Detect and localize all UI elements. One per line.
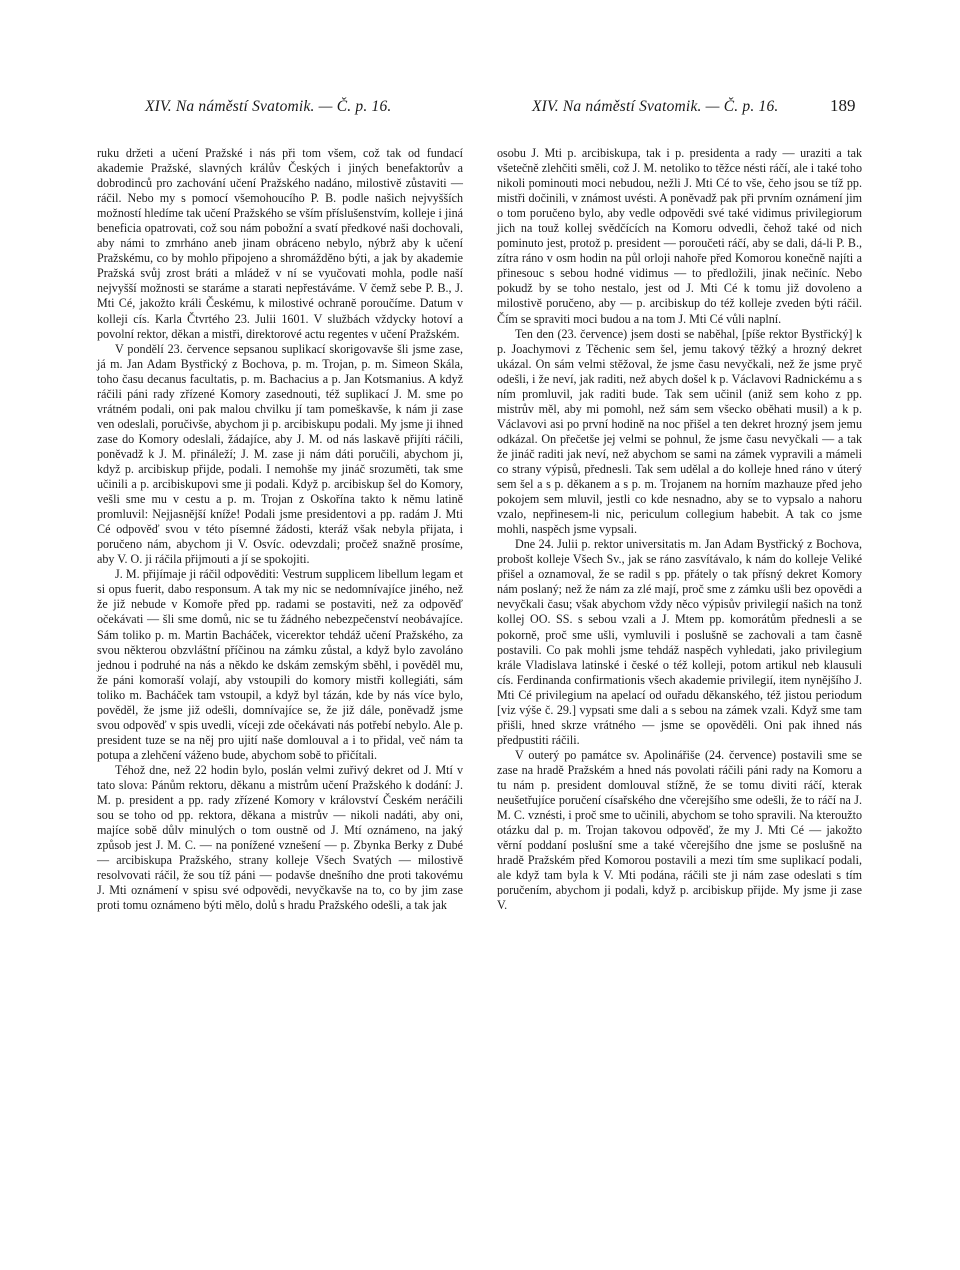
- paragraph: ruku držeti a učení Pražské i nás při tom všem, což tak od fundací akademie Pražské, slavných králův Českých i jiných benefaktorův a dobrodinců pro zachování učení Pražského nadáno, milostivě zůstaviti — ráčil. Nebo my s pomocí všemohoucího P. B. podle našich nejvyšších možností hledíme tak učení Pražského se vším příslušenstvím, kolleje i jiná beneficia opatrovati, což sou nám pobožní a svatí předkové naši dochovali, aby námi to zmrháno aneb jinam obráceno nebylo, nýbrž aby k učení Pražskému, co by mohlo připojeno a shromážděno býti, a jak by akademie Pražská svůj zrost bráti a mládež v ní se vyučovati mohla, podle naší nejvyšší možnosti se staráme a starati nepřestáváme. V čemž sebe P. B., J. Mti Cé, jakožto králi Českému, k milostivé ochraně poroučíme. Datum v kolleji cís. Karla Čtvrtého 23. Julii 1601. V službách vždycky hotoví a povolní rektor, děkan a mistři, direktorové actu regentes v učení Pražském.: [97, 146, 463, 341]
- paragraph: Dne 24. Julii p. rektor universitatis m. Jan Adam Bystřický z Bochova, probošt kolleje Všech Sv., jak se ráno zasvítávalo, k nám do kolleje Veliké přišel a oznamoval, že se radil s pp. přátely o tak přísný dekret Komory nám poslaný; než že nám za zlé mají, proč sme z zámku ušli bez opovědi a nevyčkali času; však abychom vždy něco výpisův privilegií našich na tonž kollej OO. SS. s sebou vzali a J. Mtem pp. komorátům přednesli a se pokorně, proč sme ušli, vymluvili i poslušně se zachovali a tam časně postavili. Co pak mohli jsme tehdáž naspěch vyhledati, jako privilegium krále Vladislava latinské i české o též kolleji, potom artikul neb klausuli cís. Ferdinanda confirmationis všech akademie privilegií, item nynějšího J. Mti Cé privilegium na apelací od ouřadu děkanského, též jistou periodum [viz výše č. 29.] vypsati sme dali a s sebou na zámek vzali. Když sme tam přišli, hned skrze vrátného — jsme se opověděli. Oni pak ihned nás předpustiti ráčili.: [497, 537, 862, 747]
- paragraph: J. M. přijímaje ji ráčil odpověditi: Vestrum supplicem libellum legam et si opus fuerit, dabo responsum. A tak my nic se nedomnívajíce jiného, než že již nebude v Komoře před pp. radami se postaviti, než za odpověď očekávati — šli sme domů, nic se tu žádného nebezpečenství neobávajíce. Sám toliko p. m. Martin Bacháček, vicerektor tehdáž učení Pražského, za svou některou obzvláštní příčinou na zámku zůstal, a když bylo zavoláno jednou i podruhé na nás a někdo ke dskám zemským sběhl, i pověděl mu, že páni komoraší volají, aby vstoupili do komory mistři kollegiáti, sám toliko m. Bacháček tam vstoupil, a když byl tázán, kde by nás více bylo, pověděl, že jsme již odešli, domnívajíce se, že již dále, poněvadž jsme svou odpověď v spis uvedli, víceji zde očekávati nás potřebí nebylo. Ale p. president tuze se na něj pro ujití naše domlouval a i to přidal, več nám ta potupa a zlehčení váženo bude, abychom sobě to přičítali.: [97, 567, 463, 762]
- running-head-right: XIV. Na náměstí Svatomik. — Č. p. 16.: [532, 98, 779, 115]
- page-number: 189: [830, 96, 856, 115]
- paragraph: Téhož dne, než 22 hodin bylo, poslán velmi zuřivý dekret od J. Mtí v tato slova: Pánům rektoru, děkanu a mistrům učení Pražského k dodání: J. M. p. president a pp. rady zřízené Komory v království Českém neráčili sou se toho od pp. rektora, děkana a mistrův — nikoli nadáti, aby oni, majíce sobě důlv minulých o tom oustně od J. Mtí oznámeno, na jaký způsob jest J. M. C. — na ponížené vznešení — p. Zbynka Berky z Dubé — arcibiskupa Pražského, strany kolleje Všech Svatých — milostivě resolvovati ráčil, že sou tíž páni — podavše dnešního dne proti takovému J. Mti oznámení v spisu své odpovědi, nevyčkavše na to, co by jim zase proti tomu oznámeno býti mělo, dolů s hradu Pražského odešli, a tak jak: [97, 762, 463, 913]
- paragraph: V outerý po památce sv. Apolinářiše (24. července) postavili sme se zase na hradě Pražském a hned nás povolati ráčili páni rady na Komoru a tu nám p. president domlouval stížně, že se tomu diviti ráčí, kterak neušetřujíce poručení císařského dne včerejšího sme odešli, že to ráčí na J. M. C. vznésti, i proč sme to učinili, abychom se toho spravili. Na kteroužto otázku dal p. m. Trojan takovou odpověď, že my J. Mti Cé — jakožto věrní poddaní poslušní sme a také včerejšího dne jsme se poslušně na hradě Pražském před Komorou postavili a mezi tím sme suplikací podali, ale když tam byla k V. Mti podána, ráčili ste ji nám zase odeslati s tím poručením, abychom ji podali, když p. arcibiskup přijde. My jsme ji zase V.: [497, 747, 862, 913]
- paragraph: V pondělí 23. července sepsanou suplikací skorigovavše šli jsme zase, já m. Jan Adam Bystřický z Bochova, p. m. Trojan, p. m. Simeon Skála, toho času decanus facultatis, p. m. Bachacius a p. Jan Kotsmanius. A když ráčili páni rady zřízené Komory zasednouti, též suplikací J. M. sme po vrátném podali, oni pak malou chvilku jí tam pomeškavše, k nám ji zase ven odeslali, poručivše, abychom ji p. arcibiskupu podali. My jsme ji ihned zase do Komory odeslali, žádajíce, aby J. M. od nás laskavě přijíti ráčili, poněvadž k J. M. přináleží; J. M. zase ji nám dáti poručili, abychom ji, když p. arcibiskup přijde, podali. I nemohše my jináč srozuměti, tak sme učinili a p. arcibiskupovi sme ji podali. Když p. arcibiskup šel do Komory, vešli sme mu v cestu a p. m. Trojan z Oskořína takto k němu latině promluvil: Nejjasnější kníže! Podali jsme presidentovi a pp. radám J. Mti Cé odpověď svou v této písemné žádosti, kteráž však nebyla přijata, i poručeno nám, abychom ji V. Osvíc. odevzdali; pročež snažně prosíme, aby V. O. ji ráčila přijmouti a jí se spokojiti.: [97, 341, 463, 567]
- text-column-left: [97, 146, 463, 913]
- paragraph: osobu J. Mti p. arcibiskupa, tak i p. presidenta a rady — uraziti a tak všetečně zlehčiti směli, což J. M. netoliko to těžce nésti ráčí, ale i také toho nikoli pominouti moci nebudou, nežli J. Mti Cé to vše, čeho jsou se tíž pp. mistři dočinili, v známost uvésti. A poněvadž pak při prvním oznámení jim o tom poručeno bylo, aby vedle odpovědi své také vidimus privilegiorum jich na touž kollej svědčících na Komoru odvedli, čehož také od nich pominuto jest, protož p. president — poroučeti ráčí, aby se dali, dá-li P. B., zítra ráno v osm hodin na půl orloji nahoře před Komorou konečně najíti a přinesouc s sebou hodné vidimus — to předložili, jinak nečiníc. Nebo pokudž by se toho nestalo, jest od J. Mti Cé k tomu již dovoleno a milostivě poručeno, aby — p. arcibiskup do též kolleje zveden býti ráčil. Čím se spraviti moci budou a na tom J. Mti Cé vůli naplní.: [497, 146, 862, 326]
- text-column-right: [497, 146, 862, 913]
- paragraph: Ten den (23. července) jsem dosti se naběhal, [píše rektor Bystřický] k p. Joachymovi z Těchenic sem šel, jemu takový těžký a hrozný dekret ukázal. On sám velmi stěžoval, že jsme času nevyčkali, než že jsme pryč odešli, i že neví, jak raditi, než abych došel k p. Václavovi Radnickému a s ním promluvil, jak raditi bude. Tak sem učinil (aniž sem koho z pp. mistrův měl, aby mi pomohl, než sám sem všecko oběhati musil) a k p. Václavovi asi po první hodině na noc přišel a ten dekret hrozný jsem jemu odkázal. On přečetše jej velmi se pohnul, že jsme času nevyčkali — a tak že jináč raditi jak neví, než abychom se sami na zámek vypravili a mámeli co strany výpisů, přednesli. Tak sem udělal a do kolleje hned ráno v úterý sem šel a s p. děkanem a s p. m. Trojanem na horním mazhauze před jeho pokojem sem mluvil, jestli co kde nesnadno, aby se to vypsalo a nahoru vzalo, nepřinesem-li nic, periculum collegium habebit. A tak co jsme mohli, naspěch jsme vypsali.: [497, 326, 862, 537]
- running-head-left: XIV. Na náměstí Svatomik. — Č. p. 16.: [145, 98, 392, 115]
